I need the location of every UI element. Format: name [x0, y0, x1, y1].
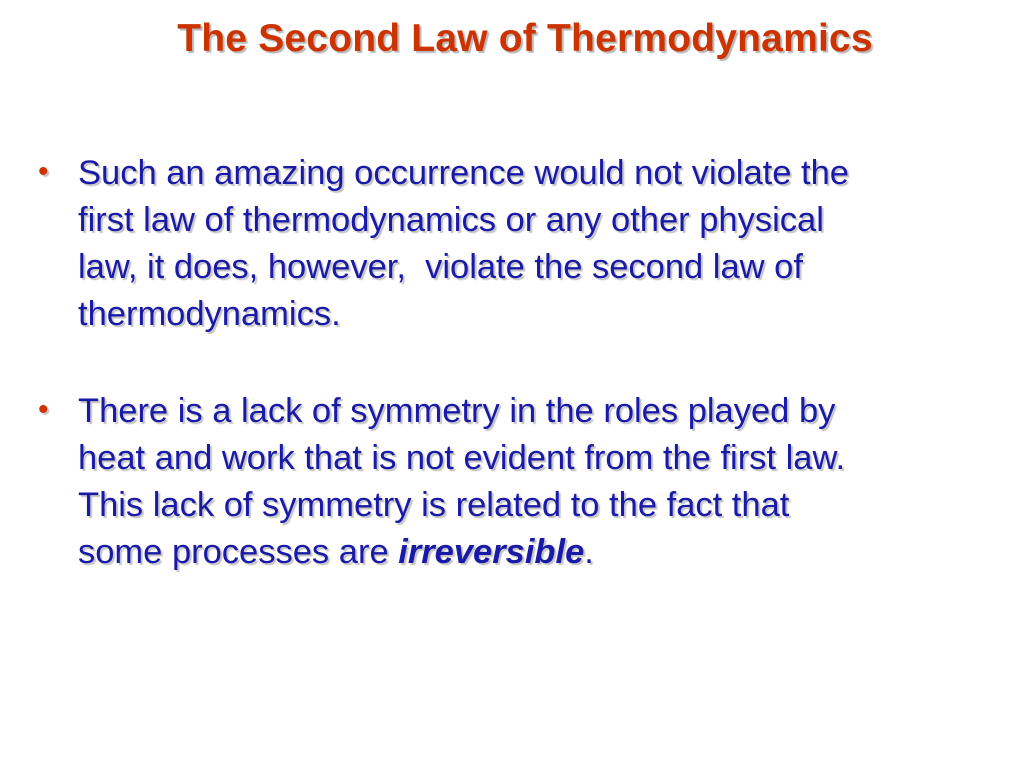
emphasis-irreversible: irreversible	[398, 533, 585, 571]
bullet-1-line-4: thermodynamics.	[78, 295, 341, 333]
bullet-2-line-4-prefix: some processes are	[78, 533, 399, 571]
bullet-item-2	[38, 388, 988, 576]
bullet-2-line-4-suffix: .	[584, 533, 594, 571]
bullet-1-line-3: law, it does, however, violate the second law of	[78, 248, 803, 286]
bullet-marker-icon: •	[38, 155, 49, 188]
slide-title: The Second Law of Thermodynamics	[177, 17, 873, 60]
bullet-1-line-2: first law of thermodynamics or any other physical	[78, 201, 824, 239]
bullet-1-line-1: Such an amazing occurrence would not violate the	[78, 154, 849, 192]
bullet-2-line-3: This lack of symmetry is related to the fact that	[78, 486, 790, 524]
bullet-list	[38, 150, 988, 576]
bullet-2-line-2: heat and work that is not evident from the first law.	[78, 439, 846, 477]
bullet-marker-icon: •	[38, 393, 49, 426]
bullet-item-1	[38, 150, 988, 338]
bullet-2-line-1: There is a lack of symmetry in the roles played by	[78, 392, 836, 430]
bullet-2-line-4	[78, 529, 988, 576]
